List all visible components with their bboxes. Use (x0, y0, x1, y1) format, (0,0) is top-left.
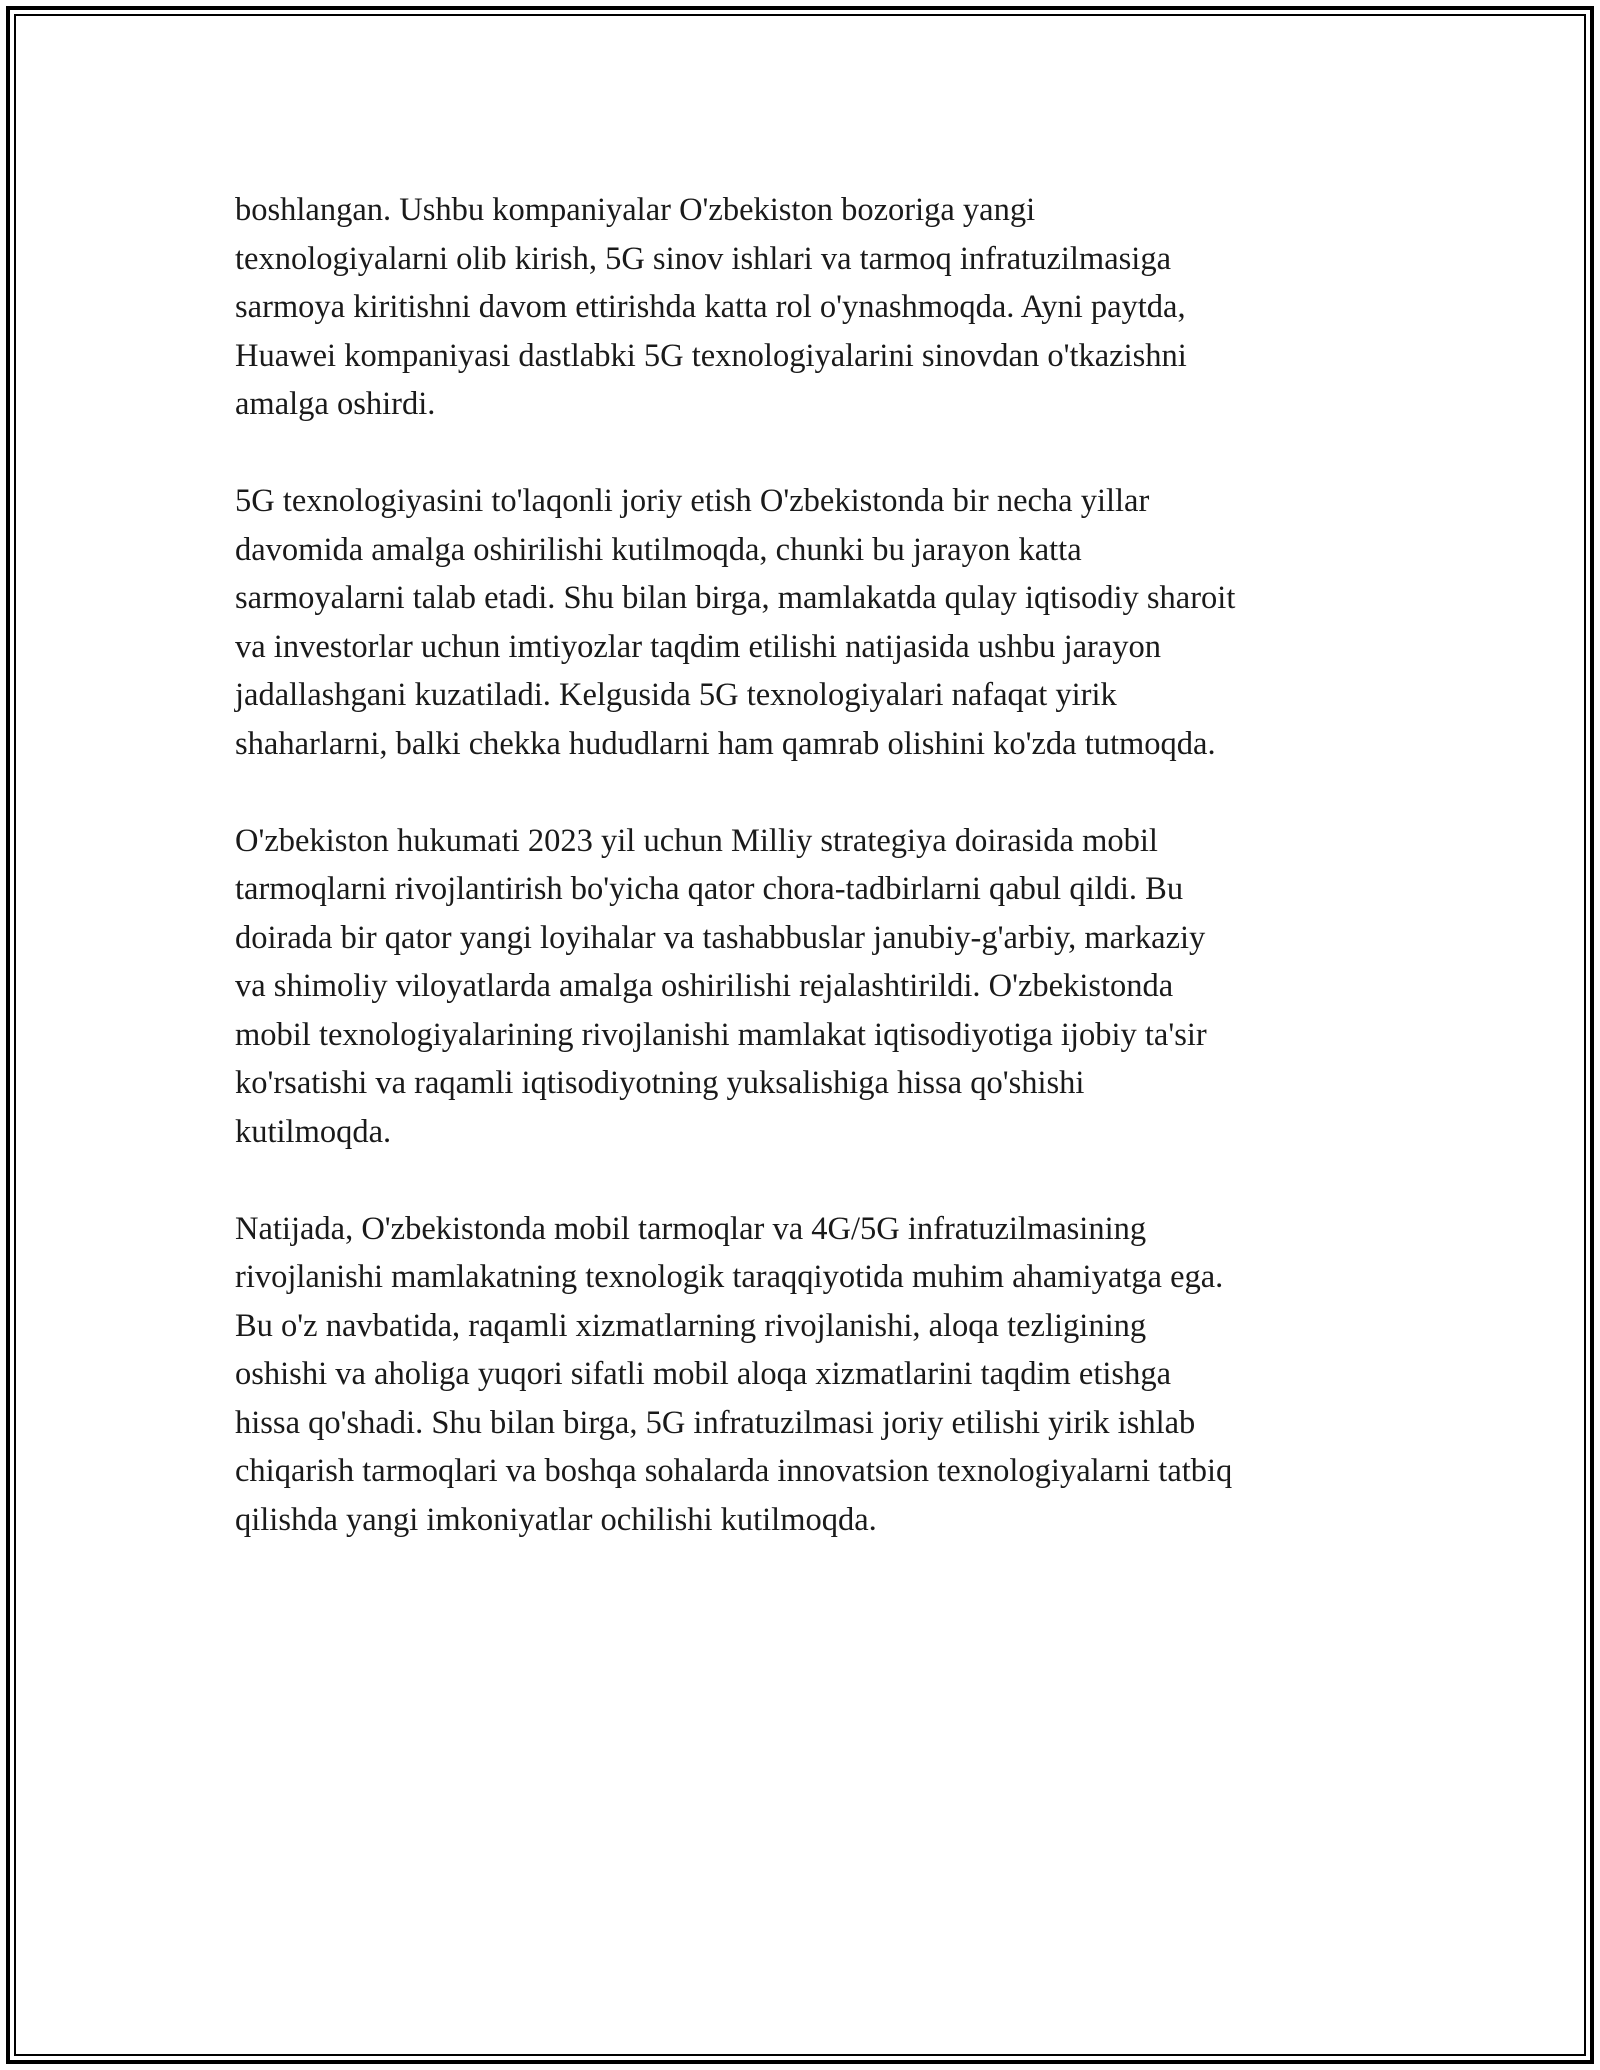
text-line: hissa qo'shadi. Shu bilan birga, 5G infratuzilmasi joriy etilishi yirik ishlab (235, 1404, 1196, 1441)
text-line: chiqarish tarmoqlari va boshqa sohalarda innovatsion texnologiyalarni tatbiq (235, 1453, 1233, 1489)
text-line: doirada bir qator yangi loyihalar va tashabbuslar janubiy-g'arbiy, markaziy (235, 919, 1206, 956)
text-line: texnologiyalarni olib kirish, 5G sinov ishlari va tarmoq infratuzilmasiga (235, 240, 1171, 277)
text-line: Bu o'z navbatida, raqamli xizmatlarning rivojlanishi, aloqa tezligining (235, 1307, 1147, 1344)
text-line: mobil texnologiyalarining rivojlanishi mamlakat iqtisodiyotiga ijobiy ta'sir (235, 1016, 1207, 1053)
paragraph-2 (235, 477, 1375, 768)
text-line: qilishda yangi imkoniyatlar ochilishi kutilmoqda. (235, 1501, 877, 1538)
text-line: va investorlar uchun imtiyozlar taqdim etilishi natijasida ushbu jarayon (235, 628, 1162, 665)
text-line: jadallashgani kuzatiladi. Kelgusida 5G texnologiyalari nafaqat yirik (235, 677, 1117, 713)
text-line: sarmoyalarni talab etadi. Shu bilan birga, mamlakatda qulay iqtisodiy sharoit (235, 580, 1236, 616)
text-line: sarmoya kiritishni davom ettirishda katta rol o'ynashmoqda. Ayni paytda, (235, 289, 1186, 325)
paragraph-4 (235, 1205, 1375, 1545)
text-line: O'zbekiston hukumati 2023 yil uchun Milliy strategiya doirasida mobil (235, 822, 1158, 859)
text-line: davomida amalga oshirilishi kutilmoqda, chunki bu jarayon katta (235, 531, 1082, 568)
text-line: Huawei kompaniyasi dastlabki 5G texnologiyalarini sinovdan o'tkazishni (235, 337, 1187, 374)
document-body (235, 186, 1375, 1593)
text-line: Natijada, O'zbekistonda mobil tarmoqlar va 4G/5G infratuzilmasining (235, 1210, 1147, 1247)
text-line: kutilmoqda. (235, 1113, 392, 1150)
paragraph-1 (235, 186, 1375, 429)
paragraph-3 (235, 817, 1375, 1157)
text-line: amalga oshirdi. (235, 386, 436, 422)
text-line: va shimoliy viloyatlarda amalga oshirilishi rejalashtirildi. O'zbekistonda (235, 968, 1174, 1004)
text-line: 5G texnologiyasini to'laqonli joriy etish O'zbekistonda bir necha yillar (235, 483, 1150, 519)
text-line: boshlangan. Ushbu kompaniyalar O'zbekiston bozoriga yangi (235, 192, 1036, 228)
text-line: ko'rsatishi va raqamli iqtisodiyotning yuksalishiga hissa qo'shishi (235, 1065, 1085, 1101)
text-line: tarmoqlarni rivojlantirish bo'yicha qator chora-tadbirlarni qabul qildi. Bu (235, 871, 1184, 907)
text-line: rivojlanishi mamlakatning texnologik taraqqiyotida muhim ahamiyatga ega. (235, 1259, 1224, 1295)
text-line: oshishi va aholiga yuqori sifatli mobil aloqa xizmatlarini taqdim etishga (235, 1356, 1171, 1392)
text-line: shaharlarni, balki chekka hududlarni ham qamrab olishini ko'zda tutmoqda. (235, 725, 1216, 762)
